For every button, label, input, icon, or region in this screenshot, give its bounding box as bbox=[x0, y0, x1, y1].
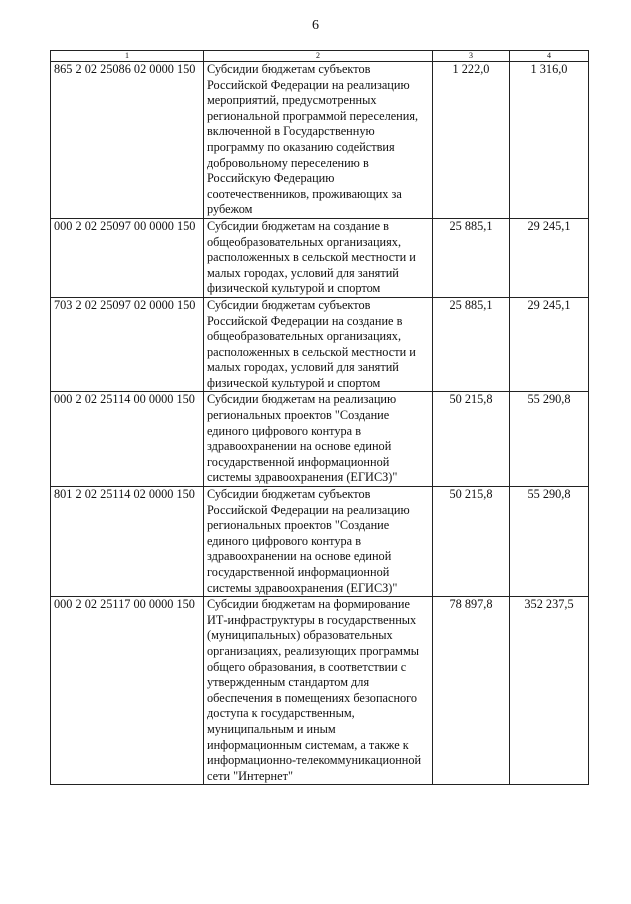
description-cell: Субсидии бюджетам на создание в общеобразовательных организациях, расположенных в сельской местности и малых городах, условий для занятий физической культурой и спортом bbox=[204, 218, 433, 297]
amount-cell-col3: 25 885,1 bbox=[433, 297, 510, 392]
description-cell: Субсидии бюджетам на реализацию региональных проектов "Создание единого цифрового контура в здравоохранении на основе единой государственной информационной системы здравоохранения (ЕГИСЗ)" bbox=[204, 392, 433, 487]
amount-cell-col4: 352 237,5 bbox=[510, 597, 589, 785]
description-cell: Субсидии бюджетам субъектов Российской Федерации на реализацию региональных проектов "Создание единого цифрового контура в здравоохранении на основе единой государственной информационной системы здравоохранения (ЕГИСЗ)" bbox=[204, 487, 433, 597]
budget-code-cell: 801 2 02 25114 02 0000 150 bbox=[51, 487, 204, 597]
amount-cell-col4: 29 245,1 bbox=[510, 297, 589, 392]
table-row bbox=[51, 218, 589, 297]
budget-table bbox=[50, 50, 589, 785]
budget-code-cell: 703 2 02 25097 02 0000 150 bbox=[51, 297, 204, 392]
amount-cell-col4: 29 245,1 bbox=[510, 218, 589, 297]
amount-cell-col3: 50 215,8 bbox=[433, 392, 510, 487]
budget-code-cell: 000 2 02 25097 00 0000 150 bbox=[51, 218, 204, 297]
budget-code-cell: 000 2 02 25117 00 0000 150 bbox=[51, 597, 204, 785]
description-cell: Субсидии бюджетам на формирование ИТ-инфраструктуры в государственных (муниципальных) образовательных организациях, реализующих программы общего образования, в соответствии с утвержденным стандартом для обеспечения в помещениях безопасного доступа к государственным, муниципальным и иным информационным системам, а также к информационно-телекоммуникационной сети "Интернет" bbox=[204, 597, 433, 785]
table-row bbox=[51, 597, 589, 785]
budget-code-cell: 000 2 02 25114 00 0000 150 bbox=[51, 392, 204, 487]
amount-cell-col3: 50 215,8 bbox=[433, 487, 510, 597]
amount-cell-col4: 55 290,8 bbox=[510, 487, 589, 597]
amount-cell-col4: 1 316,0 bbox=[510, 62, 589, 219]
description-cell: Субсидии бюджетам субъектов Российской Федерации на создание в общеобразовательных организациях, расположенных в сельской местности и малых городах, условий для занятий физической культурой и спортом bbox=[204, 297, 433, 392]
description-cell: Субсидии бюджетам субъектов Российской Федерации на реализацию мероприятий, предусмотренных региональной программой переселения, включенной в Государственную программу по оказанию содействия добровольному переселению в Российскую Федерацию соотечественников, проживающих за рубежом bbox=[204, 62, 433, 219]
column-number: 4 bbox=[510, 51, 589, 62]
table-row bbox=[51, 487, 589, 597]
amount-cell-col3: 25 885,1 bbox=[433, 218, 510, 297]
amount-cell-col3: 1 222,0 bbox=[433, 62, 510, 219]
amount-cell-col4: 55 290,8 bbox=[510, 392, 589, 487]
table-row bbox=[51, 297, 589, 392]
table-row bbox=[51, 392, 589, 487]
amount-cell-col3: 78 897,8 bbox=[433, 597, 510, 785]
budget-code-cell: 865 2 02 25086 02 0000 150 bbox=[51, 62, 204, 219]
column-number: 2 bbox=[204, 51, 433, 62]
column-number: 1 bbox=[51, 51, 204, 62]
page-number: 6 bbox=[312, 18, 319, 33]
table-row bbox=[51, 62, 589, 219]
column-number: 3 bbox=[433, 51, 510, 62]
column-number-row bbox=[51, 51, 589, 62]
